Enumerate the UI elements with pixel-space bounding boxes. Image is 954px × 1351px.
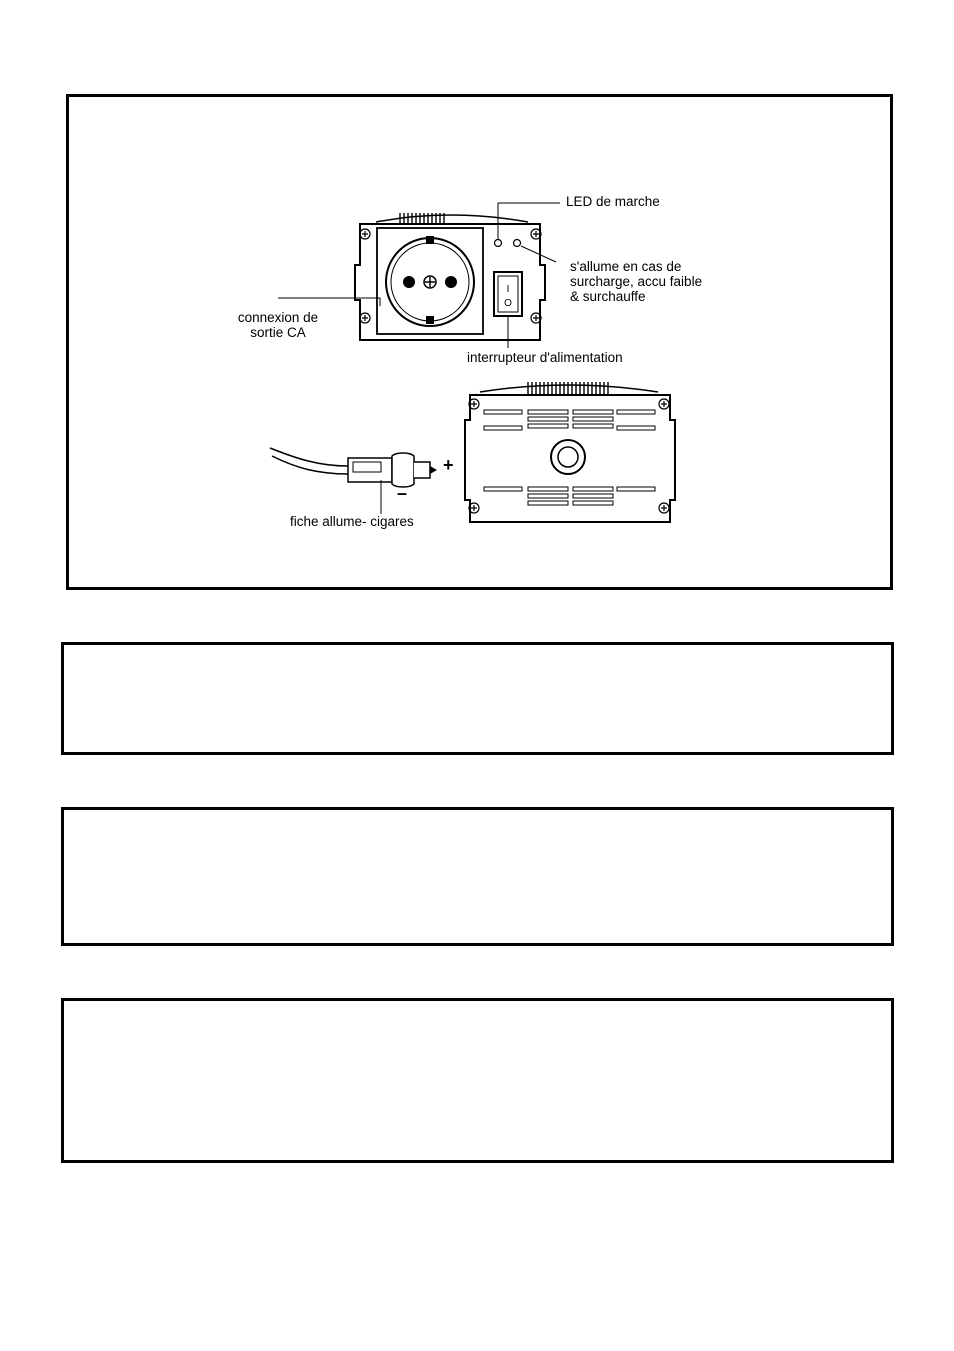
label-cigarette-plug: fiche allume- cigares bbox=[290, 514, 414, 529]
vent-slot bbox=[528, 424, 568, 428]
vent-slot bbox=[528, 410, 568, 414]
label-fault-led-line3: & surchauffe bbox=[570, 289, 646, 304]
empty-text-box bbox=[61, 642, 894, 755]
cigarette-plug-icon bbox=[270, 448, 437, 487]
switch-on-mark: I bbox=[506, 284, 510, 295]
vent-slot bbox=[573, 424, 613, 428]
vent-slot bbox=[484, 426, 522, 430]
label-fault-led-line2: surcharge, accu faible bbox=[570, 274, 703, 289]
label-ac-output-line1: connexion de bbox=[237, 310, 319, 325]
vent-slot bbox=[484, 487, 522, 491]
dc-input-port-icon bbox=[551, 440, 585, 474]
fault-led-icon bbox=[514, 240, 521, 247]
vent-slot bbox=[484, 410, 522, 414]
ac-socket-icon bbox=[386, 236, 474, 326]
vent-slot bbox=[528, 494, 568, 498]
vent-slot bbox=[573, 417, 613, 421]
empty-text-box bbox=[61, 807, 894, 946]
vent-slot bbox=[573, 494, 613, 498]
polarity-plus: + bbox=[443, 455, 454, 475]
polarity-minus: – bbox=[397, 483, 408, 503]
empty-text-box bbox=[61, 998, 894, 1163]
vent-slot bbox=[617, 487, 655, 491]
label-ac-output-line2: sortie CA bbox=[250, 325, 306, 340]
vent-slot bbox=[617, 426, 655, 430]
label-power-switch: interrupteur d'alimentation bbox=[467, 350, 623, 365]
switch-off-mark: O bbox=[504, 298, 512, 309]
vent-slot bbox=[573, 487, 613, 491]
back-vent-fins bbox=[528, 382, 608, 394]
vent-slot bbox=[573, 410, 613, 414]
inverter-back-panel bbox=[465, 382, 675, 522]
label-fault-led-line1: s'allume en cas de bbox=[570, 259, 682, 274]
vent-slot bbox=[573, 501, 613, 505]
vent-slot bbox=[528, 417, 568, 421]
power-led-icon bbox=[495, 240, 502, 247]
vent-slot bbox=[528, 501, 568, 505]
vent-slot bbox=[528, 487, 568, 491]
inverter-front-panel bbox=[355, 213, 545, 340]
label-led-power: LED de marche bbox=[566, 194, 660, 209]
vent-slot bbox=[617, 410, 655, 414]
